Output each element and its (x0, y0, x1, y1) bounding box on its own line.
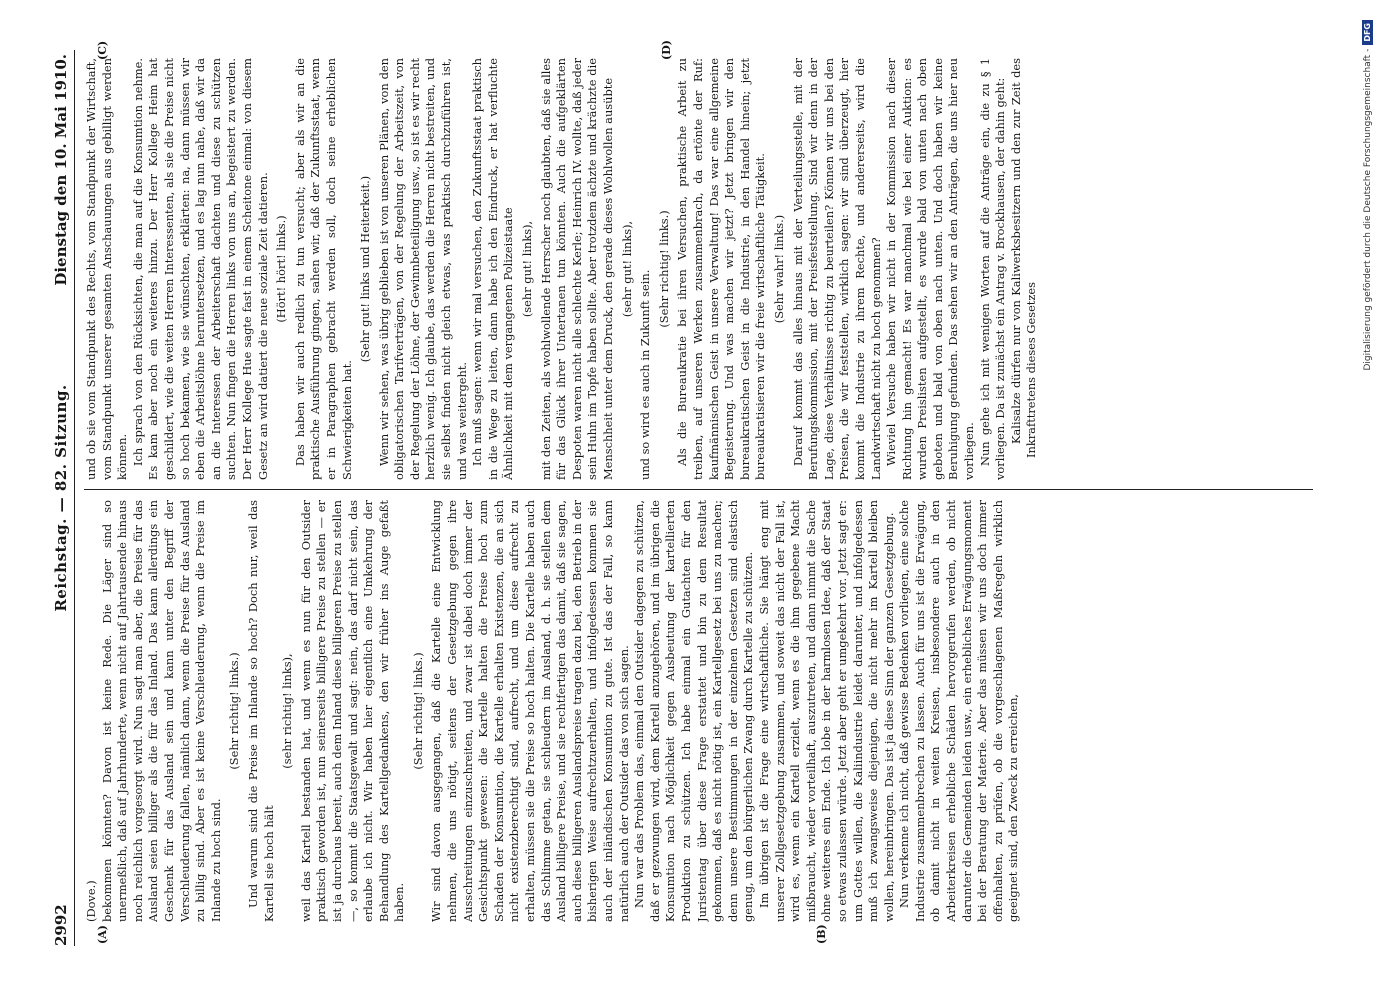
paragraph: und ob sie vom Standpunkt des Rechts, vom Standpunkt der Wirtschaft, vom Standpunkt unserer gesamten Anschauungen aus gebilligt werden können. (84, 58, 130, 480)
margin-mark-b: (B) (815, 924, 828, 944)
interjection: (sehr gut! links), (520, 220, 535, 318)
interjection: (Hört! hört! links.) (274, 215, 289, 323)
interjection: (sehr gut! links), (619, 220, 634, 318)
digitization-credit (1362, 0, 1373, 1000)
margin-mark-d: (D) (660, 40, 673, 60)
paragraph: bekommen könnten? Davon ist keine Rede. Die Läger sind so unermeßlich, daß auf Jahrhunderte, wenn nicht auf Jahrtausende hinaus noch reichlich vorgesorgt wird. Nun sagt man aber, die Preise für das Ausland seien billiger als die für das Inland. Das kann allerdings ein Geschenk für das Ausland sein und kann unter den Begriff der Verschleuderung fallen, nämlich dann, wenn die Preise für das Ausland zu billig sind. Aber es ist keine Verschleuderung, wenn die Preise im Inlande zu hoch sind. (99, 500, 223, 922)
paragraph: und so wird es auch in Zukunft sein. (638, 269, 653, 480)
credit-text: Digitalisierung gefördert durch die Deutsche Forschungsgemeinschaft - (1363, 48, 1373, 371)
paragraph: Und warum sind die Preise im Inlande so hoch? Doch nur, weil das Kartell sie hoch hält (245, 500, 276, 922)
margin-mark-c: (C) (96, 40, 109, 60)
interjection: (Sehr richtig! links.) (410, 652, 425, 770)
dfg-logo: DFG (1362, 20, 1373, 45)
page-number: 2992 (52, 904, 70, 946)
paragraph: Darauf kommt das alles hinaus mit der Verteilungsstelle, mit der Berufungskommission, mit der Preisfeststellung. Sind wir denn in der Lage, diese Verhältnisse richtig zu beurteilen? Können wir uns bei den Preisen, die wir feststellen, wirklich sagen: wir sind überzeugt, hier kommt die Industrie zu ihrem Rechte, und andererseits, wird die Landwirtschaft nicht zu hoch genommen? (790, 58, 883, 480)
paragraph: Als die Bureaukratie bei ihren Versuchen, praktische Arbeit zu treiben, auf unseren Werken zusammenbrach, da ertönte der Ruf: kaufmännischen Geist in unsere Verwaltung! Das war eine allgemeine Begeisterung. Und was machen wir jetzt? Jetzt bringen wir den bureaukratischen Geist in die Industrie, in den Handel hinein; jetzt bureaukratisieren wir die freie wirtschaftliche Tätigkeit. (675, 58, 768, 480)
session-title: Reichstag. — 82. Sitzung. (52, 384, 70, 612)
right-column (84, 58, 1323, 480)
interjection: (Sehr richtig! links.) (656, 210, 671, 328)
interjection: (Sehr richtig! links.) (227, 652, 242, 770)
paragraph: Das haben wir auch redlich zu tun versucht; aber als wir an die praktische Ausführung gingen, sahen wir, daß der Zukunftsstaat, wenn er in Paragraphen gebracht werden soll, doch seine erheblichen Schwierigkeiten hat. (292, 58, 354, 480)
paragraph: Wir sind davon ausgegangen, daß die Kartelle eine Entwicklung nehmen, die uns nötigt, seitens der Gesetzgebung gegen ihre Ausschreitungen einzuschreiten, und zwar ist dabei doch immer der Gesichtspunkt gewesen: die Kartelle halten die Preise hoch zum Schaden der Konsumtion, die Kartelle erhalten Existenzen, die an sich nicht existenzberechtigt sind, aufrecht, und um diese aufrecht zu erhalten, müssen sie die Preise so hoch halten. Die Kartelle haben auch das Schlimme getan, sie schleudern im Ausland, d. h. sie stellen dem Ausland billigere Preise, und sie rechtfertigen das damit, daß sie sagen, auch diese billigeren Auslandspreise tragen dazu bei, den Betrieb in der bisherigen Weise aufrechtzuerhalten, und infolgedessen kommen sie auch der inländischen Konsumtion zu gute. Ist das der Fall, so kann natürlich auch der Outsider das von sich sagen. (429, 500, 631, 922)
page-header (50, 50, 75, 946)
quoted-motion: Kalisalze dürfen nur von Kaliwerksbesitzern und den zur Zeit des Inkrafttretens dieses Gesetzes (1008, 58, 1039, 458)
paragraph: Im übrigen ist die Frage eine wirtschaftliche. Sie hängt eng mit unserer Zollgesetzgebung zusammen, und soweit das nicht der Fall ist, wird es, wenn ein Kartell erzielt, wenn es die ihm gegebene Macht mißbraucht, wieder vorteilhaft, auszutreten, und dann nimmt die Sache ohne weiteres ein Ende. Ich lobe in der harmlosen Idee, daß der Staat so etwas zulassen würde. Jetzt aber geht er umgekehrt vor. Jetzt sagt er: um Gottes willen, die Kaliindustrie leidet darunter, und infolgedessen muß ich zwangsweise diejenigen, die nicht mehr im Kartell bleiben wollen, hereinbringen. Das ist ja diese Sinn der ganzen Gesetzgebung. (756, 500, 896, 922)
paragraph: mit den Zeiten, als wohlwollende Herrscher noch glaubten, daß sie alles für das Glück ihrer Untertanen tun könnten. Auch die aufgeklärten Despoten waren nicht alle schlechte Kerle; Heinrich IV. wollte, daß jeder sein Huhn im Topfe haben sollte. Aber trotzdem ächzte und krächzte die Menschheit unter dem Druck, den gerade dieses Wohlwollen ausübte (538, 58, 615, 480)
interjection: (Sehr gut! links und Heiterkeit.) (358, 175, 373, 363)
paragraph: Wenn wir sehen, was übrig geblieben ist von unseren Plänen, von den obligatorischen Tarifverträgen, von der Regelung der Arbeitszeit, von der Regelung der Löhne, der Gewinnbeteiligung usw., so ist es wir recht herzlich wenig. Ich glaube, das werden die Herren nicht bestreiten, und sie selbst finden nicht gleich etwas, was praktisch durchzuführen ist, und was weitergeht. (376, 58, 469, 480)
speaker-name: (Dove.) (84, 880, 98, 922)
paragraph: Nun verkenne ich nicht, daß gewisse Bedenken vorliegen, eine solche Industrie zusammenbrechen zu lassen. Auch für uns ist die Erwägung, ob damit nicht in weiten Kreisen, insbesondere auch in den Arbeiterkreisen erhebliche Schäden hervorgerufen werden, ob nicht darunter die Gemeinden leiden usw., ein erhebliches Erwägungsmoment bei der Beratung der Materie. Aber das müssen wir uns doch immer offenhalten, zu prüfen, ob die vorgeschlagenen Maßregeln wirklich geeignet sind, den Zweck zu erreichen, (897, 500, 1021, 922)
paragraph: Ich muß sagen: wenn wir mal versuchen, den Zukunftsstaat praktisch in die Wege zu leiten, dann habe ich den Eindruck, er hat verfluchte Ähnlichkeit mit dem vergangenen Polizeistaate (470, 58, 516, 480)
session-date: Dienstag den 10. Mai 1910. (52, 54, 70, 286)
paragraph: Nun gehe ich mit wenigen Worten auf die Anträge ein, die zu § 1 vorliegen. Da ist zunächst ein Antrag v. Brockhausen, der dahin geht: (977, 58, 1008, 480)
paragraph: Ich sprach von den Rücksichten, die man auf die Konsumtion nehme. Es kam aber noch ein weiteres hinzu. Der Herr Kollege Heim hat geschildert, wie die weiten Herren Interessenten, als sie die Preise nicht so hoch bekamen, wie sie wünschten, erklärten: na, dann müssen wir eben die Arbeitslöhne heruntersetzen, und es lag nun nahe, daß wir da an die Interessen der Arbeiterschaft dachten und diese zu schützen suchten. Nun fingen die Herren links von uns an, begeistert zu werden. Der Herr Kollege Hue sagte fast in einem Scheitone einmal: von diesem Gesetz an wird datiert die neue soziale Zeit datieren. (130, 58, 270, 480)
paragraph: weil das Kartell bestanden hat, und wenn es nun für den Outsider praktisch geworden ist, nun seinerseits billigere Preise zu stellen — er ist ja durchaus bereit, auch dem Inland diese billigeren Preise zu stellen —, so kommt die Staatsgewalt und sagt: nein, das darf nicht sein, das erlaube ich nicht. Wir haben hier eigentlich eine Umkehrung der Behandlung des Kartellgedankens, den wir früher ins Auge gefaßt haben. (298, 500, 407, 922)
interjection: (sehr richtig! links), (280, 653, 295, 769)
interjection: (Sehr wahr! links.) (771, 214, 786, 324)
paragraph: Wieviel Versuche haben wir nicht in der Kommission nach dieser Richtung hin gemacht! Es war manchmal wie bei einer Auktion: es wurden Preislisten aufgestellt, es wurde bald von unten nach oben geboten und bald von oben nach unten. Und doch haben wir keine Beruhigung gefunden. Das sehen wir an den Anträgen, die uns hier neu vorliegen. (884, 58, 977, 480)
column-divider (84, 489, 1313, 490)
paragraph: Nun war das Problem das, einmal den Outsider dagegen zu schützen, daß er gezwungen wird, dem Kartell anzugehören, und im übrigen die Konsumtion nach Möglichkeit gegen Ausbeutung der kartellierten Produktion zu schützen. Ich habe einmal ein Gutachten für den Juristentag über diese Frage erstattet und bin zu dem Resultat gekommen, daß es nicht nötig ist, ein Kartellgesetz bei uns zu machen; denn unsere Bestimmungen in der einzelnen Gesetzen sind elastisch genug, um den bürgerlichen Zwang durch Kartelle zu schützen. (632, 500, 756, 922)
left-column (84, 500, 1323, 922)
margin-mark-a: (A) (96, 925, 109, 944)
